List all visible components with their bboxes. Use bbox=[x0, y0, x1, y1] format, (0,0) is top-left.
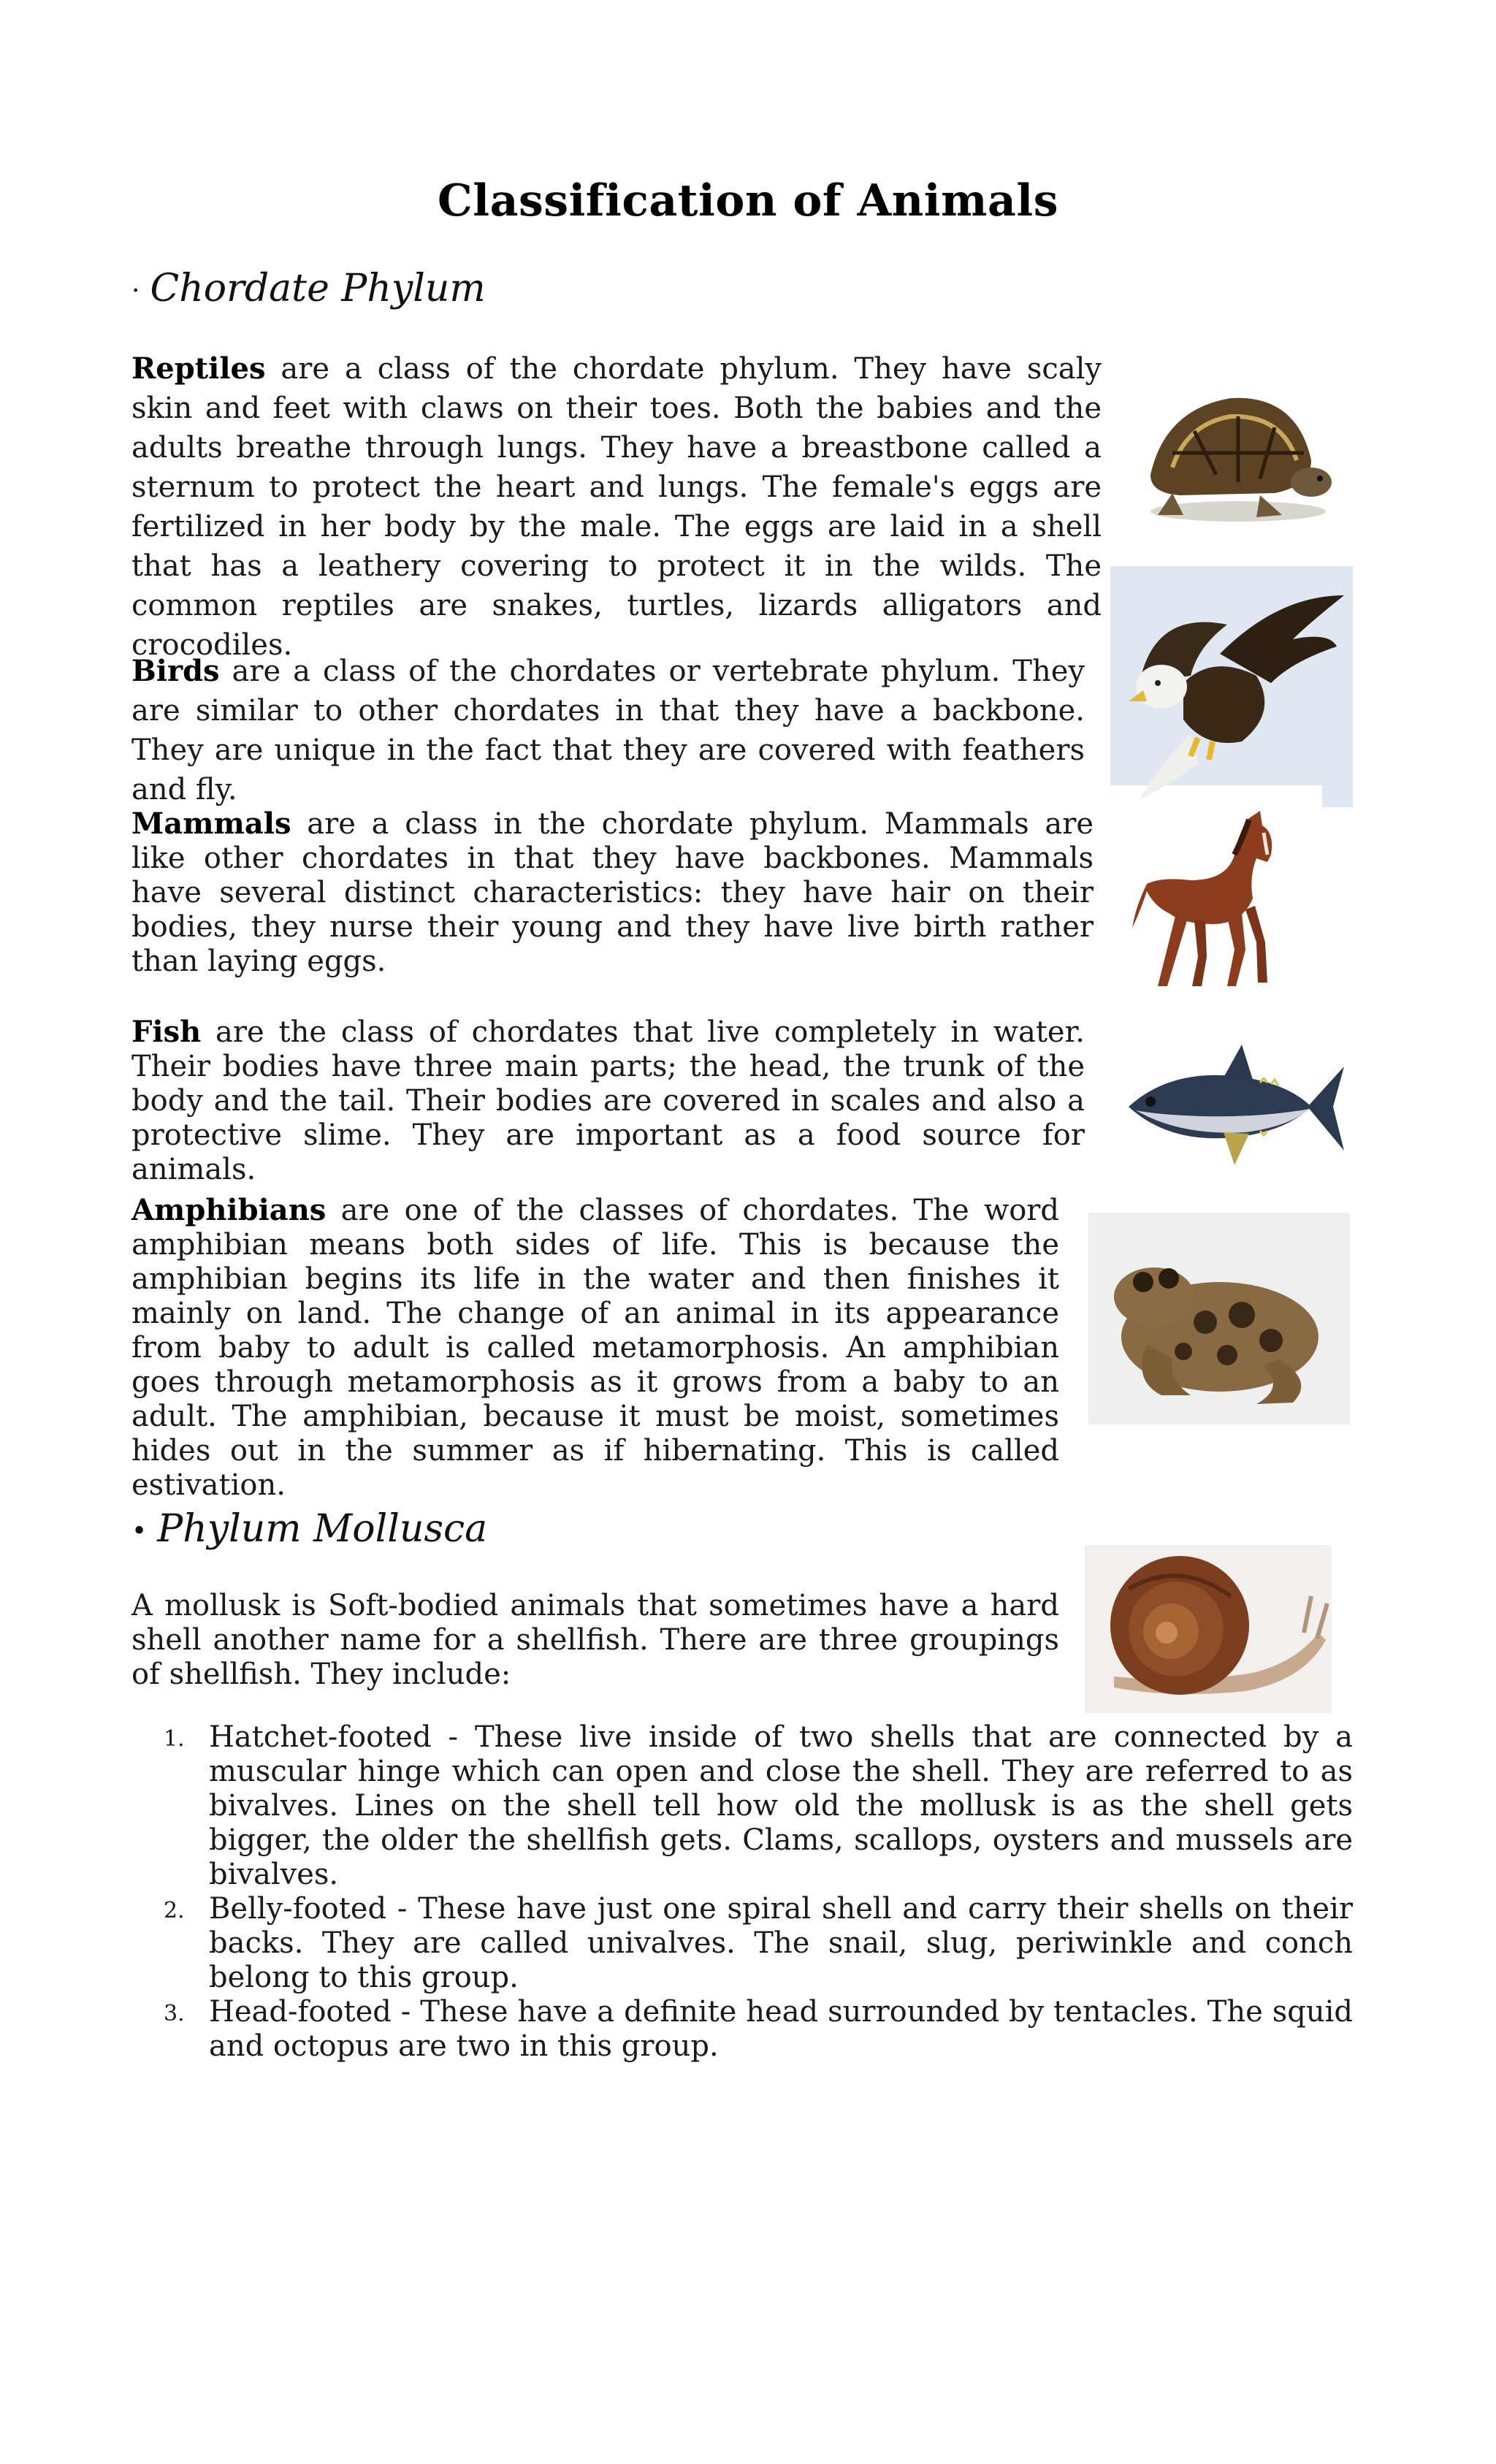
mollusk-groups-list bbox=[131, 1720, 1353, 2064]
heading-text: Chordate Phylum bbox=[150, 267, 486, 310]
page-title: Classification of Animals bbox=[438, 175, 1058, 226]
frog-image bbox=[1088, 1213, 1350, 1424]
section-heading-mollusca bbox=[131, 1507, 487, 1551]
eagle-image bbox=[1110, 566, 1353, 807]
paragraph-fish bbox=[131, 1015, 1085, 1187]
list-item: 3. Head-footed - These have a definite head surrounded by tentacles. The squid and octopus are two in this group. bbox=[164, 1995, 1353, 2063]
text-fish: are the class of chordates that live completely in water. Their bodies have three main parts; the head, the trunk of the body and the tail. Their bodies are covered in scales and also a protective slime. They are important as a food source for animals. bbox=[131, 1015, 1085, 1186]
snail-image bbox=[1085, 1545, 1332, 1713]
term-reptiles: Reptiles bbox=[131, 351, 266, 386]
term-mammals: Mammals bbox=[131, 806, 291, 841]
paragraph-mammals bbox=[131, 806, 1094, 979]
term-amphibians: Amphibians bbox=[131, 1193, 327, 1227]
bullet: • bbox=[131, 1517, 148, 1546]
list-item: 2. Belly-footed - These have just one spiral shell and carry their shells on their backs. They are called univalves. The snail, slug, periwinkle and conch belong to this group. bbox=[164, 1892, 1353, 1994]
text-mollusk: A mollusk is Soft-bodied animals that sometimes have a hard shell another name for a shellfish. There are three groupings of shellfish. They include: bbox=[131, 1589, 1059, 1691]
turtle-image bbox=[1129, 365, 1333, 533]
paragraph-reptiles bbox=[131, 349, 1102, 665]
horse-image bbox=[1125, 804, 1315, 993]
text-reptiles: are a class of the chordate phylum. They have scaly skin and feet with claws on their toes. Both the babies and the adults breathe through lungs. They have a breastbone called a sternum to protect the heart and lungs. The female's eggs are fertilized in her body by the male. The eggs are laid in a shell that has a leathery covering to protect it in the wilds. The common reptiles are snakes, turtles, lizards alligators and crocodiles. bbox=[131, 352, 1102, 662]
term-fish: Fish bbox=[131, 1015, 202, 1049]
text-birds: are a class of the chordates or vertebrate phylum. They are similar to other chordates in that they have a backbone. They are unique in the fact that they are covered with feathers and fly. bbox=[131, 655, 1085, 806]
paragraph-amphibians bbox=[131, 1193, 1059, 1503]
heading-text: Phylum Mollusca bbox=[157, 1507, 488, 1551]
tuna-image bbox=[1114, 1037, 1348, 1183]
text-amphibians: are one of the classes of chordates. The word amphibian means both sides of life. This is because the amphibian begins its life in the water and then finishes it mainly on land. The change of an animal in its appearance from baby to adult is called metamorphosis. An amphibian goes through metamorphosis as it grows from a baby to an adult. The amphibian, because it must be moist, sometimes hides out in the summer as if hibernating. This is called estivation. bbox=[131, 1194, 1059, 1502]
paragraph-mollusk bbox=[131, 1589, 1059, 1692]
paragraph-birds bbox=[131, 652, 1085, 809]
list-item: 1. Hatchet-footed - These live inside of two shells that are connected by a muscular hinge which can open and close the shell. They are referred to as bivalves. Lines on the shell tell how old the mollusk is as the shell gets bigger, the older the shellfish gets. Clams, scallops, oysters and mussels are bivalves. bbox=[164, 1720, 1353, 1891]
section-heading-chordate bbox=[131, 267, 486, 310]
term-birds: Birds bbox=[131, 654, 220, 688]
bullet: · bbox=[131, 276, 140, 306]
text-mammals: are a class in the chordate phylum. Mammals are like other chordates in that they have backbones. Mammals have several distinct characteristics: they have hair on their bodies, they nurse their young and they have live birth rather than laying eggs. bbox=[131, 807, 1094, 978]
